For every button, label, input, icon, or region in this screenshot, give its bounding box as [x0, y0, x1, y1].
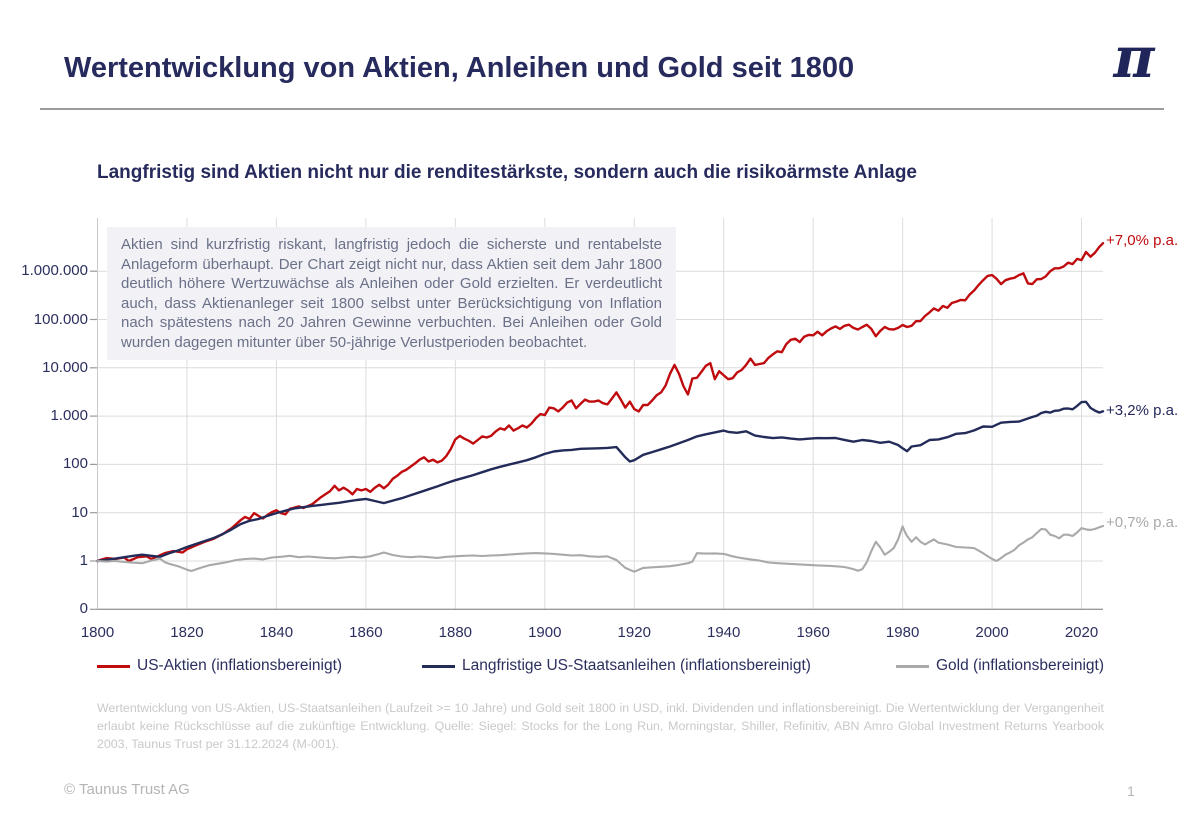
x-axis-tick-label: 1920 [617, 624, 651, 641]
gold-line-swatch-icon [896, 665, 929, 668]
stocks-line-swatch-icon [97, 665, 130, 668]
page-number: 1 [1127, 783, 1135, 799]
y-axis-tick-label: 10.000 [42, 358, 88, 376]
y-axis-tick-label: 100.000 [33, 310, 88, 328]
x-axis-tick-label: 1880 [438, 624, 473, 641]
annotation-stocks-return: +7,0% p.a. [1106, 232, 1179, 249]
legend-item-bonds [422, 656, 811, 676]
y-axis-tick-label: 1.000 [50, 407, 88, 425]
x-axis-tick-label: 1860 [349, 624, 383, 641]
copyright-text: © Taunus Trust AG [64, 781, 190, 798]
annotation-gold-return: +0,7% p.a. [1106, 514, 1179, 531]
annotation-bonds-return: +3,2% p.a. [1106, 402, 1179, 419]
series-line [98, 402, 1104, 561]
legend-label-stocks: US-Aktien (inflationsbereinigt) [137, 657, 343, 674]
x-axis-tick-label: 1960 [796, 624, 830, 641]
legend-label-bonds: Langfristige US-Staatsanleihen (inflationsbereinigt) [462, 657, 811, 674]
legend-label-gold: Gold (inflationsbereinigt) [936, 657, 1105, 674]
page-title: Wertentwicklung von Aktien, Anleihen und Gold seit 1800 [64, 52, 855, 84]
x-axis-tick-label: 1940 [707, 624, 741, 641]
x-axis-tick-label: 1800 [80, 624, 115, 641]
chart-headline: Langfristig sind Aktien nicht nur die renditestärkste, sondern auch die risikoärmste Anlage [97, 162, 917, 183]
x-axis-tick-label: 1980 [885, 624, 920, 641]
bonds-line-swatch-icon [422, 665, 455, 668]
x-axis-tick-label: 1840 [259, 624, 294, 641]
x-axis-tick-label: 2020 [1064, 624, 1099, 641]
y-axis-tick-label: 1.000.000 [21, 262, 88, 280]
x-axis-tick-label: 1900 [528, 624, 562, 641]
y-axis-tick-label: 1 [79, 552, 88, 569]
chart-infobox: Aktien sind kurzfristig riskant, langfristig jedoch die sicherste und rentabelste Anlageform überhaupt. Der Chart zeigt nicht nur, dass Aktien seit dem Jahr 1800 deutlich höhere Wertzuwächse als Anleihen oder Gold erzielten. Er verdeutlicht auch, dass Aktienanleger seit 1800 selbst unter Berücksichtigung von Inflation nach spätestens nach 20 Jahren Gewinne verbuchten. Bei Anleihen oder Gold wurden dagegen mitunter über 50-jährige Verlustperioden beobachtet. [107, 227, 676, 360]
legend-item-gold [896, 656, 1104, 676]
legend-item-stocks [97, 656, 342, 676]
y-axis-tick-label: 10 [71, 503, 88, 521]
company-pi-logo-icon: π [1113, 25, 1155, 91]
series-line [98, 526, 1104, 572]
source-footnote: Wertentwicklung von US-Aktien, US-Staatsanleihen (Laufzeit >= 10 Jahre) und Gold seit 1800 in USD, inkl. Dividenden und inflationsbereinigt. Die Wertentwicklung der Vergangenheit erlaubt keine Rückschlüsse auf die zukünftige Entwicklung. Quelle: Siegel: Stocks for the Long Run, Morningstar, Shiller, Refinitiv, ABN Amro Global Investment Returns Yearbook 2003, Taunus Trust per 31.12.2024 (M-001). [97, 701, 1104, 751]
x-axis-tick-label: 1820 [170, 624, 204, 641]
y-axis-tick-label: 100 [62, 455, 88, 473]
y-axis-tick-label: 0 [79, 600, 88, 618]
x-axis-tick-label: 2000 [975, 624, 1009, 641]
